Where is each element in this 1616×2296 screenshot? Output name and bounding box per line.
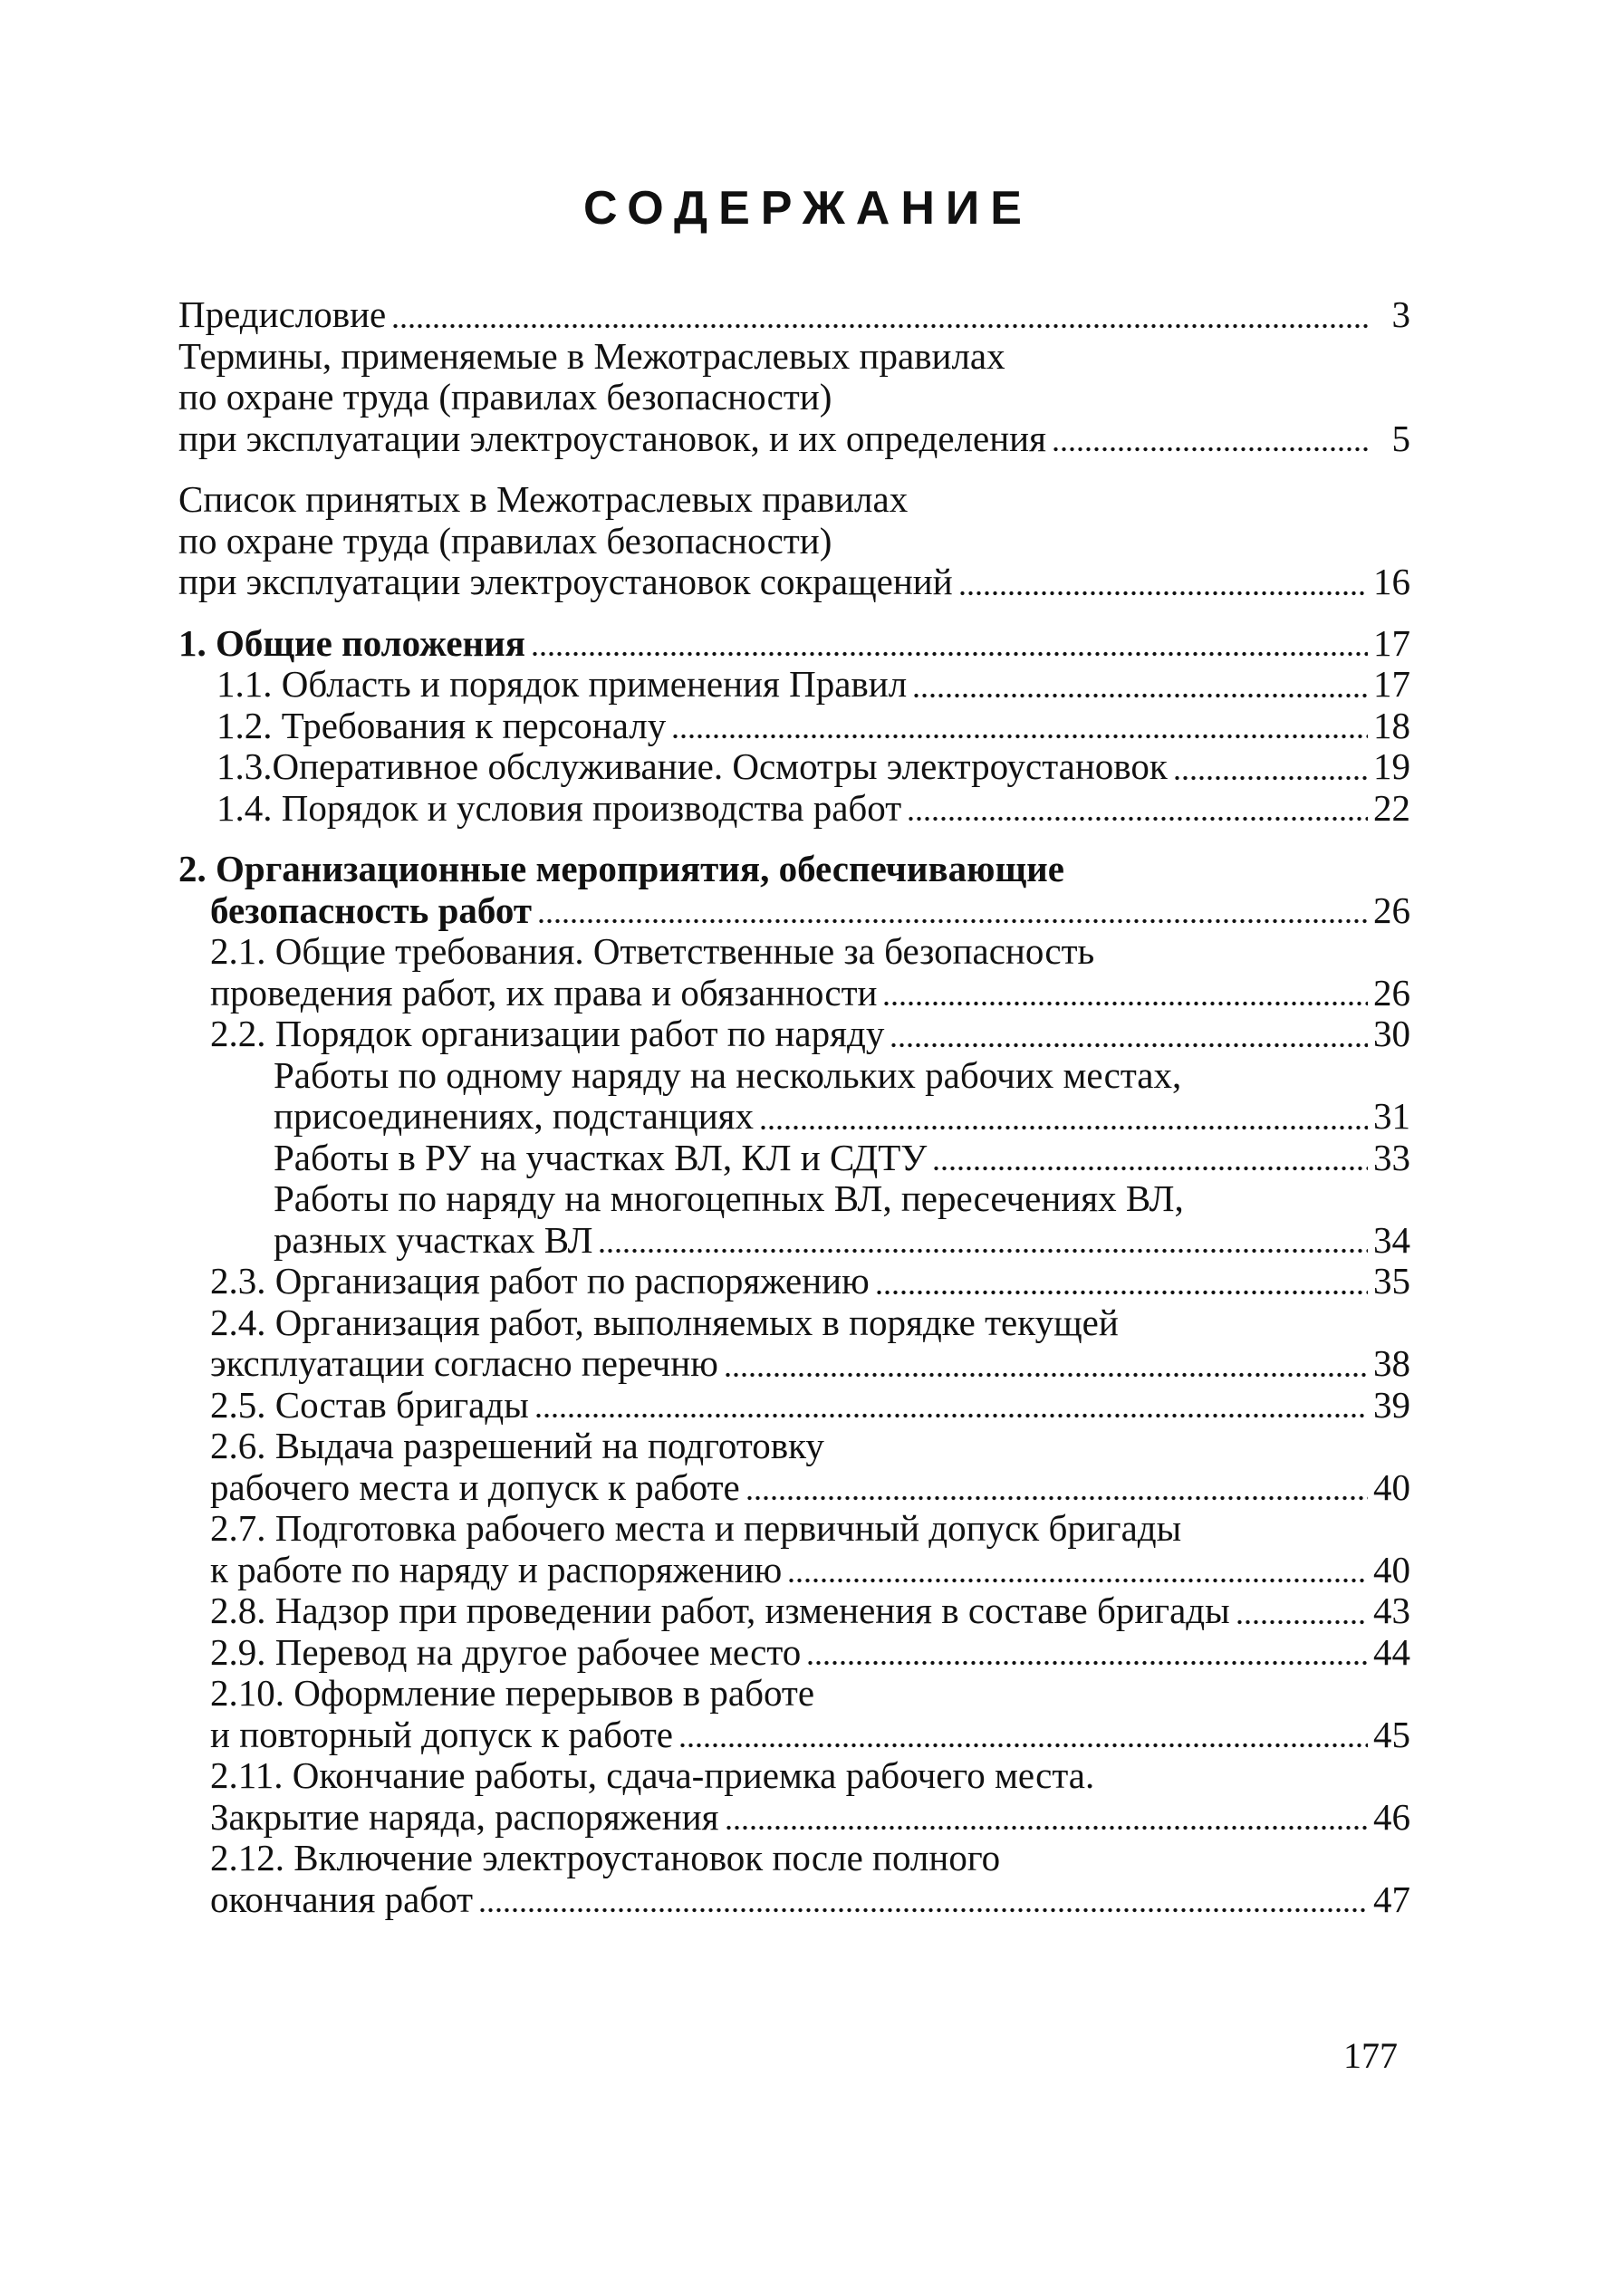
dot-leader: [745, 1493, 1368, 1503]
toc-subentry-2-2b: [178, 1138, 1410, 1179]
toc-entry-text: 2.9. Перевод на другое рабочее место: [210, 1630, 802, 1673]
dot-leader: [882, 998, 1368, 1009]
toc-page-number: 19: [1373, 745, 1410, 787]
toc-entry-text: 1.4. Порядок и условия производства работ: [216, 786, 902, 829]
spacer: [178, 603, 1410, 623]
dot-leader: [534, 1410, 1368, 1421]
toc-page-number: 5: [1391, 417, 1410, 459]
toc-entry-text: 2.6. Выдача разрешений на подготовку: [210, 1425, 824, 1466]
toc-entry-text: Работы в РУ на участках ВЛ, КЛ и СДТУ: [274, 1136, 928, 1178]
toc-page-number: 40: [1373, 1465, 1410, 1508]
toc-entry-text: 1.2. Требования к персоналу: [216, 704, 667, 746]
toc-page-number: 33: [1373, 1136, 1410, 1178]
toc-page-number: 22: [1373, 786, 1410, 829]
toc-entry-2-4: [178, 1343, 1410, 1385]
toc-entry-text: при эксплуатации электроустановок сокращений: [178, 561, 953, 602]
toc-entry-2-11-line: [178, 1755, 1410, 1797]
toc-page-number: 43: [1373, 1590, 1410, 1631]
page-title: СОДЕРЖАНИЕ: [583, 182, 1033, 235]
dot-leader: [671, 731, 1368, 742]
toc-page-number: 17: [1373, 621, 1410, 664]
toc-entry-text: при эксплуатации электроустановок, и их определения: [178, 417, 1046, 459]
dot-leader: [537, 916, 1368, 927]
table-of-contents: [178, 294, 1410, 1920]
toc-page-number: 16: [1373, 561, 1410, 602]
toc-entry-2-4-line: [178, 1302, 1410, 1344]
toc-entry-2-10: [178, 1715, 1410, 1756]
toc-entry-2-5: [178, 1385, 1410, 1427]
toc-entry-2-12: [178, 1879, 1410, 1921]
toc-entry-2-9: [178, 1632, 1410, 1674]
toc-entry-text: присоединениях, подстанциях: [274, 1095, 755, 1137]
toc-page-number: 39: [1373, 1383, 1410, 1426]
dot-leader: [875, 1287, 1368, 1298]
toc-entry-2-6: [178, 1467, 1410, 1509]
toc-entry-text: по охране труда (правилах безопасности): [178, 376, 832, 418]
toc-entry-1-1: [178, 664, 1410, 706]
toc-entry-text: 2.2. Порядок организации работ по наряду: [210, 1013, 885, 1054]
toc-entry-text: и повторный допуск к работе: [210, 1713, 673, 1755]
toc-entry-text: Термины, применяемые в Межотраслевых правилах: [178, 334, 1005, 377]
toc-entry-text: разных участках ВЛ: [274, 1218, 593, 1261]
toc-section-text: 1. Общие положения: [178, 621, 525, 664]
dot-leader: [958, 588, 1368, 599]
toc-page-number: 45: [1373, 1713, 1410, 1755]
dot-leader: [759, 1122, 1368, 1133]
toc-entry-abbr: [178, 562, 1410, 603]
dot-leader: [787, 1575, 1368, 1586]
toc-entry-1-3: [178, 746, 1410, 788]
toc-entry-2-11: [178, 1797, 1410, 1839]
toc-entry-2-8: [178, 1590, 1410, 1632]
spacer: [178, 459, 1410, 479]
toc-page-number: 31: [1373, 1095, 1410, 1137]
toc-entry-2-7-line: [178, 1508, 1410, 1550]
dot-leader: [806, 1657, 1368, 1668]
toc-entry-text: 2.5. Состав бригады: [210, 1383, 529, 1426]
toc-page-number: 40: [1373, 1548, 1410, 1590]
toc-page-number: 3: [1391, 293, 1410, 335]
toc-entry-text: 2.11. Окончание работы, сдача-приемка рабочего места.: [210, 1754, 1095, 1796]
toc-subentry-2-2c-line: [178, 1178, 1410, 1220]
dot-leader: [890, 1040, 1368, 1051]
dot-leader: [678, 1740, 1368, 1751]
toc-section-text: безопасность работ: [210, 889, 532, 931]
toc-entry-2-12-line: [178, 1838, 1410, 1879]
toc-entry-text: Работы по наряду на многоцепных ВЛ, пересечениях ВЛ,: [274, 1177, 1184, 1219]
toc-page-number: 17: [1373, 663, 1410, 705]
toc-entry-text: 1.3.Оперативное обслуживание. Осмотры электроустановок: [216, 745, 1168, 787]
toc-page-number: 46: [1373, 1795, 1410, 1838]
toc-entry-text: 2.3. Организация работ по распоряжению: [210, 1260, 870, 1302]
toc-entry-2-1: [178, 973, 1410, 1014]
toc-subentry-2-2a: [178, 1096, 1410, 1138]
dot-leader: [725, 1822, 1369, 1833]
toc-subentry-2-2a-line: [178, 1055, 1410, 1097]
toc-entry-text: 2.8. Надзор при проведении работ, изменения в составе бригады: [210, 1590, 1230, 1631]
toc-entry-text: 2.1. Общие требования. Ответственные за безопасность: [210, 930, 1095, 972]
toc-entry-1-4: [178, 788, 1410, 830]
toc-entry-text: окончания работ: [210, 1878, 474, 1920]
toc-entry-1-2: [178, 706, 1410, 747]
toc-page-number: 38: [1373, 1342, 1410, 1384]
toc-entry-2-3: [178, 1261, 1410, 1302]
dot-leader: [932, 1163, 1368, 1174]
toc-page-number: 34: [1373, 1218, 1410, 1261]
toc-subentry-2-2c: [178, 1220, 1410, 1262]
toc-entry-text: Предисловие: [178, 293, 387, 335]
dot-leader: [1173, 773, 1368, 783]
toc-page-number: 44: [1373, 1630, 1410, 1673]
dot-leader: [598, 1245, 1368, 1256]
toc-section-2: [178, 890, 1410, 932]
toc-entry-text: 2.12. Включение электроустановок после полного: [210, 1837, 1001, 1878]
toc-entry-text: по охране труда (правилах безопасности): [178, 519, 832, 562]
toc-entry-text: 2.4. Организация работ, выполняемых в порядке текущей: [210, 1301, 1119, 1343]
toc-section-2-line: [178, 849, 1410, 890]
toc-entry-2-6-line: [178, 1426, 1410, 1467]
dot-leader: [912, 690, 1368, 701]
toc-entry-abbr-line: [178, 479, 1410, 521]
toc-entry-text: проведения работ, их права и обязанности: [210, 971, 878, 1014]
page-number: 177: [1343, 2035, 1398, 2076]
dot-leader: [391, 321, 1369, 331]
dot-leader: [1052, 444, 1369, 455]
toc-page-number: 26: [1373, 889, 1410, 931]
toc-entry-terms-line: [178, 336, 1410, 378]
toc-entry-text: 1.1. Область и порядок применения Правил: [216, 663, 908, 705]
dot-leader: [1236, 1617, 1368, 1628]
dot-leader: [531, 648, 1368, 659]
toc-entry-text: Работы по одному наряду на нескольких рабочих местах,: [274, 1053, 1182, 1096]
toc-entry-preface: [178, 294, 1410, 336]
dot-leader: [478, 1905, 1368, 1916]
toc-page-number: 47: [1373, 1878, 1410, 1920]
toc-entry-2-2: [178, 1014, 1410, 1055]
toc-entry-2-1-line: [178, 931, 1410, 973]
toc-entry-abbr-line: [178, 521, 1410, 562]
toc-entry-text: 2.10. Оформление перерывов в работе: [210, 1672, 815, 1714]
toc-entry-text: Список принятых в Межотраслевых правилах: [178, 478, 909, 520]
dot-leader: [724, 1369, 1368, 1380]
toc-section-text: 2. Организационные мероприятия, обеспечивающие: [178, 848, 1064, 889]
toc-page-number: 35: [1373, 1260, 1410, 1302]
dot-leader: [907, 813, 1368, 824]
toc-entry-terms: [178, 418, 1410, 460]
toc-entry-text: к работе по наряду и распоряжению: [210, 1548, 783, 1590]
toc-entry-terms-line: [178, 377, 1410, 418]
toc-entry-2-7: [178, 1550, 1410, 1591]
toc-page-number: 18: [1373, 704, 1410, 746]
toc-entry-text: эксплуатации согласно перечню: [210, 1342, 718, 1384]
toc-entry-text: рабочего места и допуск к работе: [210, 1465, 740, 1508]
toc-section-1: [178, 623, 1410, 665]
toc-entry-text: 2.7. Подготовка рабочего места и первичный допуск бригады: [210, 1507, 1182, 1549]
toc-page-number: 26: [1373, 971, 1410, 1014]
spacer: [178, 829, 1410, 849]
toc-entry-2-10-line: [178, 1673, 1410, 1715]
toc-page-number: 30: [1373, 1013, 1410, 1054]
toc-entry-text: Закрытие наряда, распоряжения: [210, 1795, 719, 1838]
